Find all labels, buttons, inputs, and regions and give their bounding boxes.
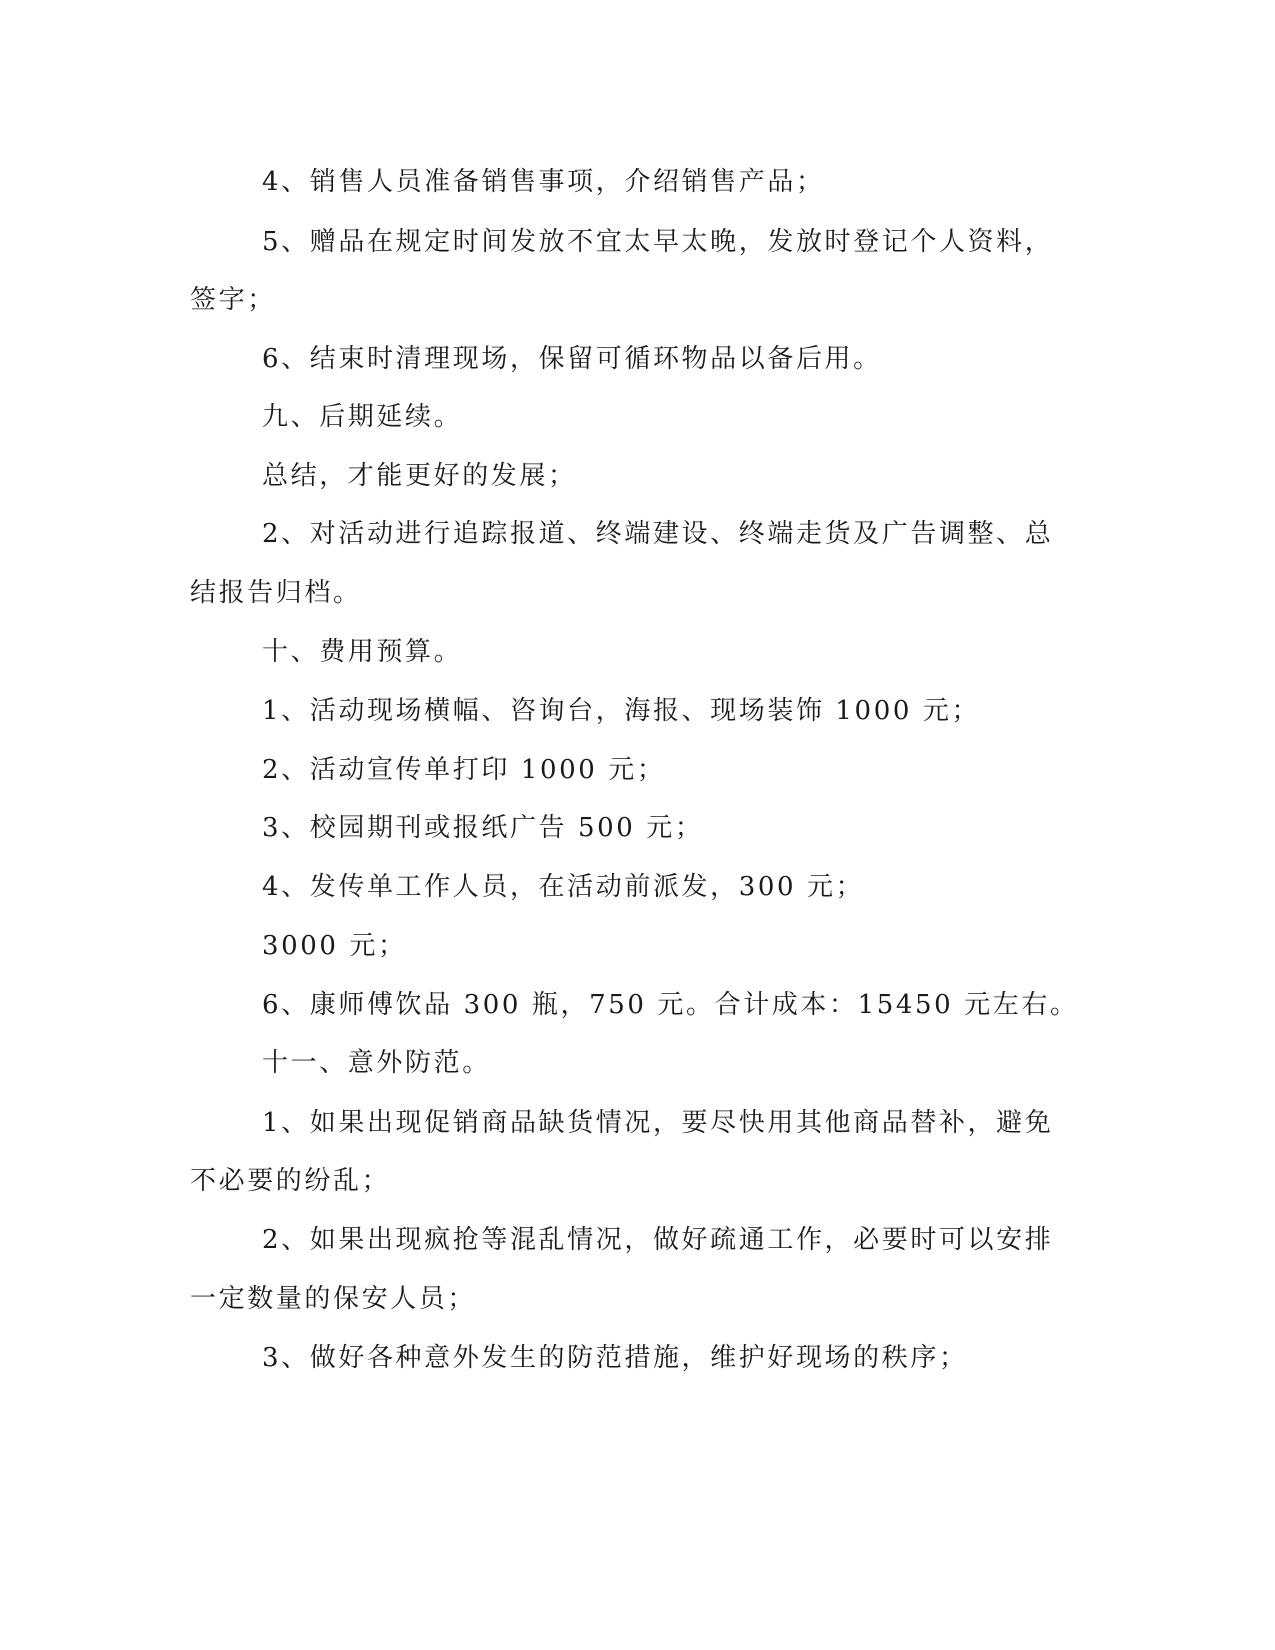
paragraph-line: 6、康师傅饮品 300 瓶，750 元。合计成本：15450 元左右。 — [262, 990, 1079, 1020]
paragraph-line: 4、销售人员准备销售事项，介绍销售产品； — [262, 167, 825, 197]
paragraph-line: 1、活动现场横幅、咨询台，海报、现场装饰 1000 元； — [262, 696, 981, 726]
paragraph-line: 3000 元； — [262, 931, 407, 961]
paragraph-line: 结报告归档。 — [190, 578, 362, 608]
section-heading: 九、后期延续。 — [262, 402, 463, 432]
section-heading: 十一、意外防范。 — [262, 1048, 491, 1078]
paragraph-line: 2、对活动进行追踪报道、终端建设、终端走货及广告调整、总 — [262, 519, 1054, 549]
paragraph-line: 3、做好各种意外发生的防范措施，维护好现场的秩序； — [262, 1343, 968, 1373]
paragraph-line: 5、赠品在规定时间发放不宜太早太晚，发放时登记个人资料， — [262, 227, 1054, 257]
paragraph-line: 2、如果出现疯抢等混乱情况，做好疏通工作，必要时可以安排 — [262, 1225, 1054, 1255]
paragraph-line: 1、如果出现促销商品缺货情况，要尽快用其他商品替补，避免 — [262, 1108, 1054, 1138]
paragraph-line: 一定数量的保安人员； — [190, 1284, 477, 1314]
paragraph-line: 3、校园期刊或报纸广告 500 元； — [262, 813, 704, 843]
paragraph-line: 签字； — [190, 285, 276, 315]
section-heading: 十、费用预算。 — [262, 637, 463, 667]
paragraph-line: 不必要的纷乱； — [190, 1166, 391, 1196]
paragraph-line: 2、活动宣传单打印 1000 元； — [262, 755, 666, 785]
paragraph-line: 4、发传单工作人员，在活动前派发，300 元； — [262, 872, 865, 902]
paragraph-line: 总结，才能更好的发展； — [262, 461, 577, 491]
paragraph-line: 6、结束时清理现场，保留可循环物品以备后用。 — [262, 344, 882, 374]
